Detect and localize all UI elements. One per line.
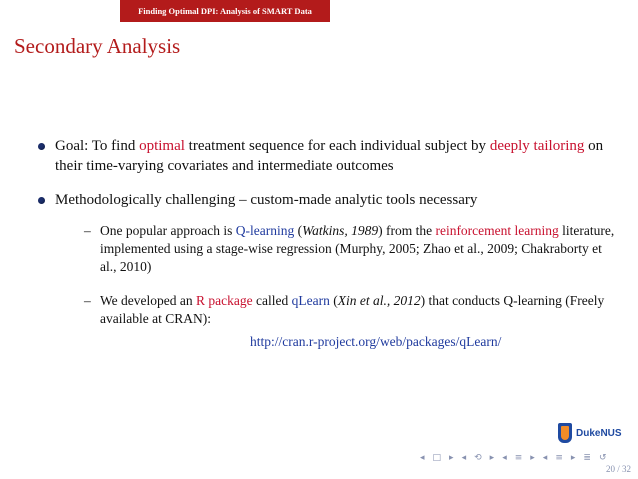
bullet-goal-text: Goal: To find optimal treatment sequence for each individual subject by deeply tailoring on their time-varying covariates and intermediate outcomes — [55, 138, 604, 174]
bullet-method-text: Methodologically challenging – custom-made analytic tools necessary — [55, 192, 478, 208]
subitems — [84, 222, 618, 350]
duke-nus-logo: DukeNUS — [558, 420, 628, 446]
headline-bar — [0, 0, 638, 22]
cran-url-link[interactable]: http://cran.r-project.org/web/packages/qLearn/ — [250, 334, 502, 349]
nav-doc-prev-icon[interactable]: ◂ — [542, 453, 548, 463]
nav-frame-icon[interactable]: □ — [432, 453, 442, 463]
slide-title: Secondary Analysis — [14, 34, 181, 58]
nav-section-icon[interactable]: ≡ — [514, 453, 523, 463]
bullet-icon — [38, 197, 45, 204]
headline-right — [330, 0, 638, 22]
subitem-qlearning-text: One popular approach is Q-learning (Watkins, 1989) from the reinforcement learning literature, implemented using a stage-wise regression (Murphy, 2005; Zhao et al., 2009; Chakraborty et al., 2010) — [100, 223, 615, 274]
nav-section-prev-icon[interactable]: ◂ — [502, 453, 507, 463]
nav-subsection-prev-icon[interactable]: ◂ — [461, 453, 467, 463]
page-number: 20 / 32 — [606, 464, 632, 474]
nav-subsection-icon[interactable]: ⟲ — [474, 453, 482, 463]
nav-frame-next-icon[interactable]: ▸ — [449, 453, 454, 463]
slide-content — [38, 136, 618, 350]
bullet-icon — [38, 143, 45, 150]
subitem-qlearn-package: – We developed an R package called qLearn (Xin et al., 2012) that conducts Q-learning (Freely available at CRAN): — [84, 292, 618, 328]
running-title: Finding Optimal DPI: Analysis of SMART Data — [120, 0, 330, 22]
nav-toc-icon[interactable]: ≣ — [583, 453, 591, 463]
nav-doc-icon[interactable]: ≡ — [555, 453, 563, 463]
nav-subsection-next-icon[interactable]: ▸ — [489, 453, 495, 463]
subitem-qlearn-text: We developed an R package called qLearn (Xin et al., 2012) that conducts Q-learning (Freely available at CRAN): — [100, 293, 605, 326]
nav-section-next-icon[interactable]: ▸ — [530, 453, 535, 463]
shield-icon — [558, 423, 572, 443]
headline-left — [0, 0, 120, 22]
subitem-qlearning: – One popular approach is Q-learning (Watkins, 1989) from the reinforcement learning literature, implemented using a stage-wise regression (Murphy, 2005; Zhao et al., 2009; Chakraborty et al., 2010) — [84, 222, 618, 276]
bullet-method — [38, 190, 618, 210]
bullet-goal — [38, 136, 618, 176]
beamer-navigation[interactable] — [420, 453, 607, 463]
nav-doc-next-icon[interactable]: ▸ — [570, 453, 576, 463]
nav-frame-prev-icon[interactable]: ◂ — [420, 453, 425, 463]
nav-back-icon[interactable]: ↺ — [598, 453, 607, 463]
